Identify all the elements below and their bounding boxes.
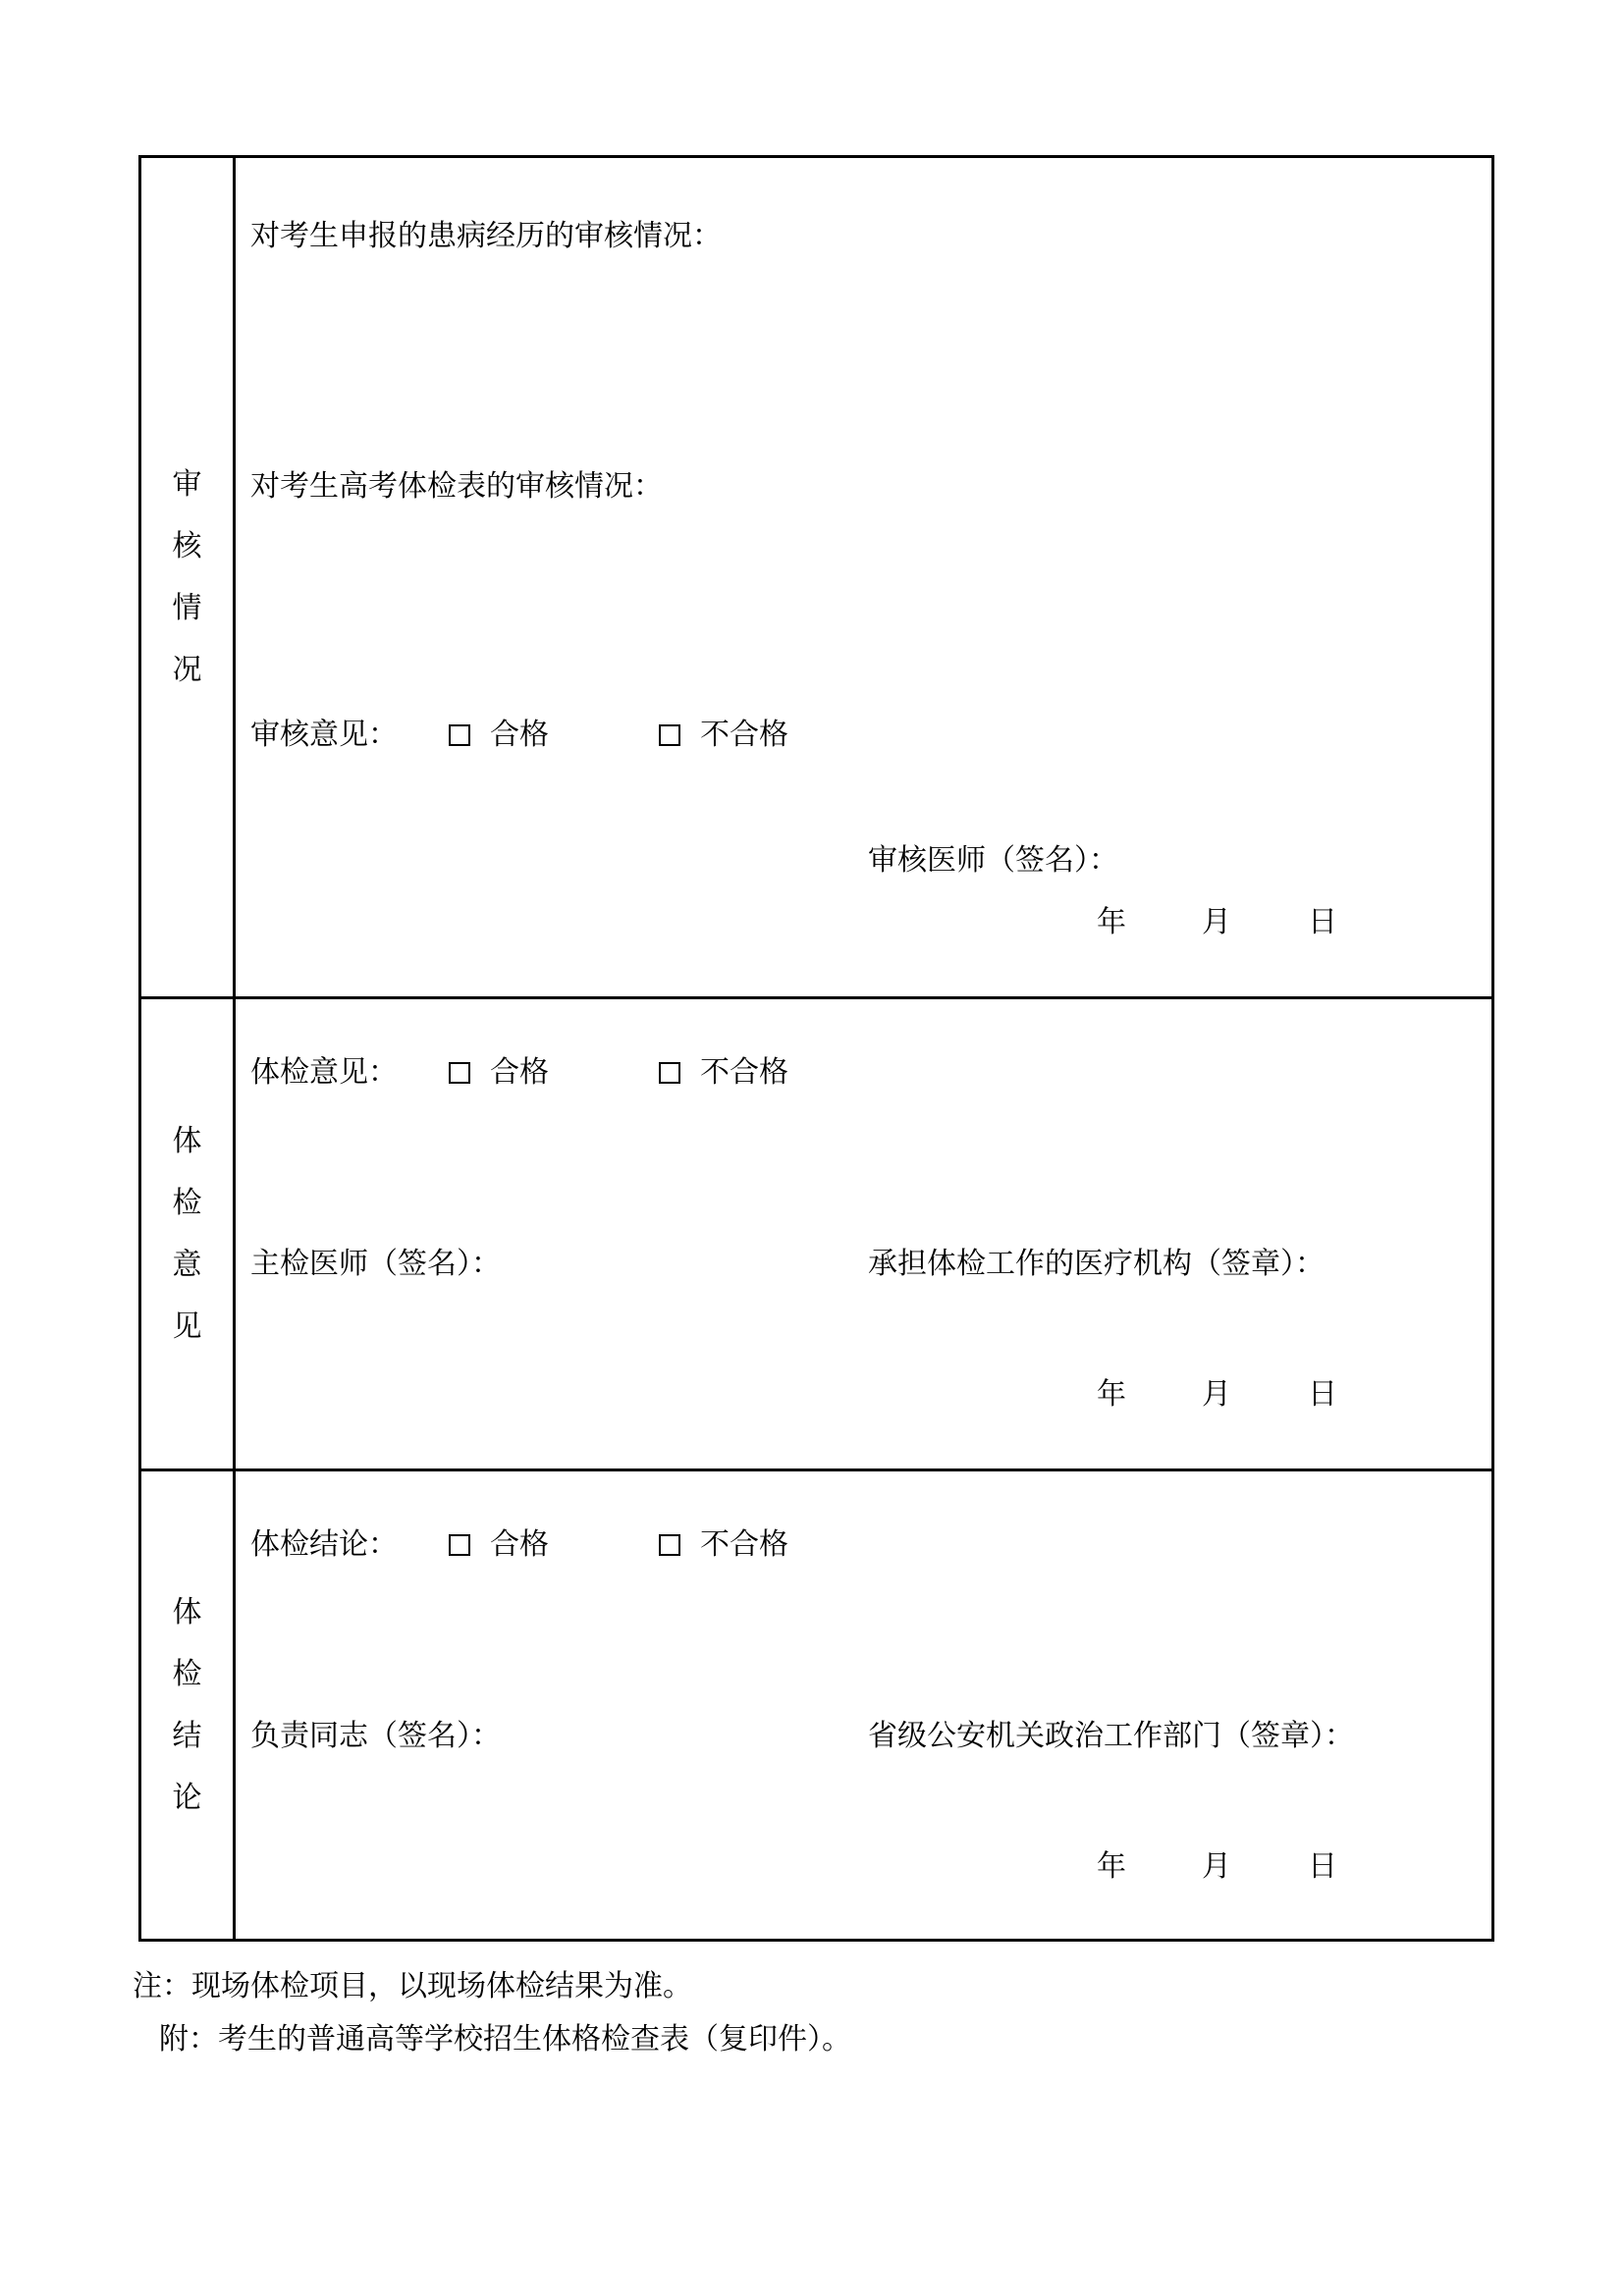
exam-opinion-label-char: 见 xyxy=(172,1309,202,1344)
review-label-char: 况 xyxy=(172,653,202,687)
exam-opinion-label-char: 意 xyxy=(172,1248,202,1282)
review-pass-checkbox[interactable] xyxy=(449,724,470,746)
exam-conclusion-label-char: 结 xyxy=(172,1719,202,1753)
exam-conclusion-pass-checkbox[interactable] xyxy=(449,1534,470,1556)
exam-opinion-pass-label: 合格 xyxy=(490,1055,549,1090)
review-fail-label: 不合格 xyxy=(700,718,788,752)
review-opinion-label: 审核意见： xyxy=(250,718,398,752)
footnote-onsite-exam: 注：现场体检项目，以现场体检结果为准。 xyxy=(133,1969,692,2003)
exam-conclusion-section-label xyxy=(141,1471,233,1939)
review-date-day: 日 xyxy=(1308,905,1337,939)
chief-doctor-signature-label: 主检医师（签名）： xyxy=(250,1247,501,1281)
exam-conclusion-pass-label: 合格 xyxy=(490,1527,549,1562)
responsible-person-signature-label: 负责同志（签名）： xyxy=(250,1719,501,1753)
exam-opinion-section-label xyxy=(141,999,233,1468)
review-date-month: 月 xyxy=(1202,905,1231,939)
exam-form-review-label: 对考生高考体检表的审核情况： xyxy=(250,469,663,504)
exam-conclusion-label-char: 论 xyxy=(172,1781,202,1815)
review-label-char: 情 xyxy=(172,591,202,625)
exam-conclusion-label: 体检结论： xyxy=(250,1527,398,1562)
exam-opinion-fail-label: 不合格 xyxy=(700,1055,788,1090)
exam-opinion-label: 体检意见： xyxy=(250,1055,398,1090)
physical-exam-form xyxy=(138,155,1494,1942)
review-label-char: 审 xyxy=(172,467,202,502)
exam-opinion-date-month: 月 xyxy=(1202,1377,1231,1412)
section-divider-1 xyxy=(141,996,1491,999)
review-label-char: 核 xyxy=(172,529,202,563)
exam-opinion-date-day: 日 xyxy=(1308,1377,1337,1412)
label-column-divider xyxy=(233,158,236,1939)
exam-conclusion-fail-checkbox[interactable] xyxy=(659,1534,680,1556)
review-fail-checkbox[interactable] xyxy=(659,724,680,746)
exam-conclusion-date-day: 日 xyxy=(1308,1849,1337,1884)
footnote-attachment: 附：考生的普通高等学校招生体格检查表（复印件）。 xyxy=(159,2022,851,2056)
exam-opinion-date-year: 年 xyxy=(1097,1377,1126,1412)
section-divider-2 xyxy=(141,1468,1491,1471)
review-date-year: 年 xyxy=(1097,905,1126,939)
medical-institution-seal-label: 承担体检工作的医疗机构（签章）： xyxy=(868,1247,1325,1281)
exam-opinion-label-char: 检 xyxy=(172,1186,202,1220)
exam-conclusion-label-char: 检 xyxy=(172,1657,202,1691)
police-department-seal-label: 省级公安机关政治工作部门（签章）： xyxy=(868,1719,1354,1753)
exam-opinion-fail-checkbox[interactable] xyxy=(659,1062,680,1084)
exam-conclusion-label-char: 体 xyxy=(172,1595,202,1629)
exam-opinion-label-char: 体 xyxy=(172,1124,202,1158)
exam-opinion-pass-checkbox[interactable] xyxy=(449,1062,470,1084)
review-pass-label: 合格 xyxy=(490,718,549,752)
review-section-label xyxy=(141,158,233,996)
exam-conclusion-date-month: 月 xyxy=(1202,1849,1231,1884)
review-doctor-signature-label: 审核医师（签名）： xyxy=(868,843,1118,878)
disease-history-review-label: 对考生申报的患病经历的审核情况： xyxy=(250,219,722,253)
exam-conclusion-fail-label: 不合格 xyxy=(700,1527,788,1562)
exam-conclusion-date-year: 年 xyxy=(1097,1849,1126,1884)
